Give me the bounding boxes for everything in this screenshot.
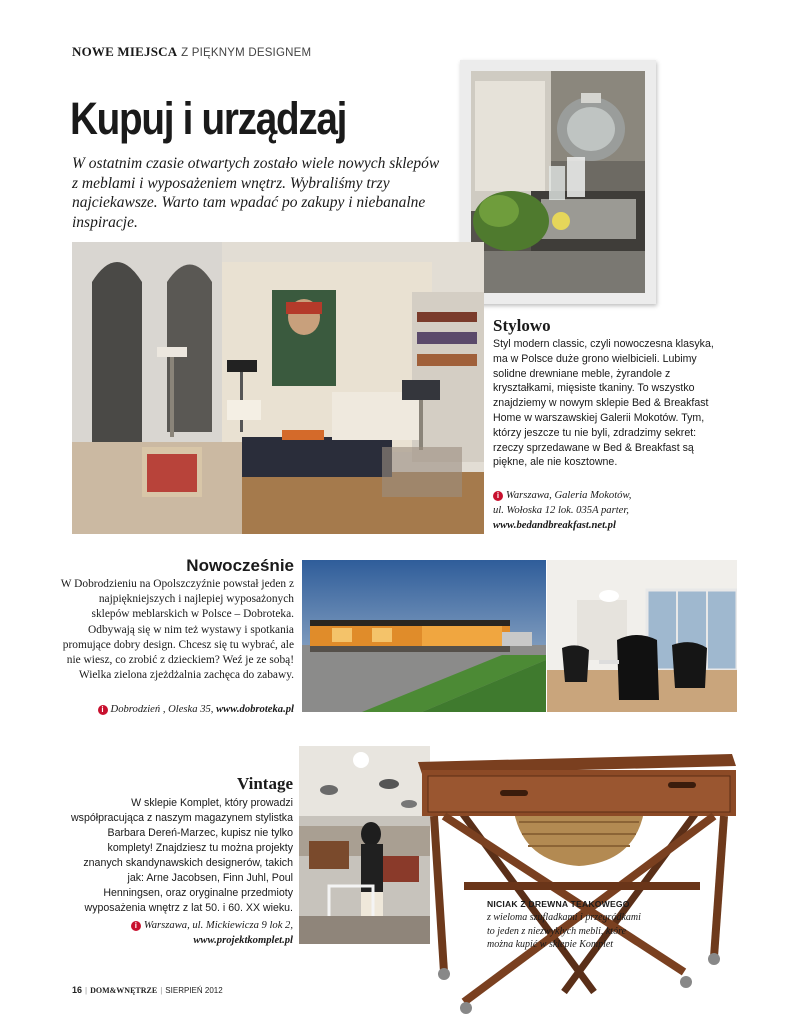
info-icon: i (98, 705, 108, 715)
komplet-store-photo (299, 746, 430, 944)
nowoczesnie-body: W Dobrodzieniu na Opolszczyźnie powstał jeden z najpiękniejszych i najlepiej wyposażonych sklepów meblarskich w Polsce – Dobroteka. Odbywają się w nim też wystawy i spotkania promujące dobry design. Chcesz się tu wybrać, ale nie wiesz, co zrobić z dzieckiem? Weź je ze sobą! Wielka zielona zjeżdżalnia zachęca do zabawy. (60, 578, 294, 682)
vintage-website-link[interactable]: www.projektkomplet.pl (193, 935, 293, 946)
nowoczesnie-heading: Nowocześnie (186, 556, 294, 575)
stylowo-heading: Stylowo (493, 316, 551, 335)
vintage-address (70, 918, 293, 948)
caption-body: z wieloma szufladkami i przegródkami to jeden z niezwykłych mebli, które można kupić w sklepie Komplet (487, 912, 641, 950)
nowoczesnie-address (60, 702, 294, 717)
lead-paragraph: W ostatnim czasie otwartych zostało wiele nowych sklepów z meblami i wyposażeniem wnętrz. Wybraliśmy trzy najciekawsze. Warto tam wpadać po zakupy i niebanalne inspiracje. (72, 155, 440, 231)
stylowo-body: Styl modern classic, czyli nowoczesna klasyka, ma w Polsce duże grono wielbicieli. Lubimy solidne drewniane meble, żyrandole z kryształkami, mięsiste tkaniny. To wszystko znajdziemy w nowym sklepie Bed & Breakfast Home w warszawskiej Galerii Mokotów. Tym, którzy jeszcze tu nie byli, zdradzimy sekret: rzeczy sprzedawane w Bed & Breakfast są piękne, ale nie kosztowne. (493, 338, 714, 469)
vintage-address-text: Warszawa, ul. Mickiewicza 9 lok 2, (143, 920, 293, 931)
teak-sewing-table-photo (414, 742, 740, 1022)
living-room-photo (72, 242, 484, 534)
stylowo-address-line1: Warszawa, Galeria Mokotów, (506, 490, 632, 501)
nowoczesnie-website-link[interactable]: www.dobroteka.pl (216, 704, 294, 715)
info-icon: i (493, 491, 503, 501)
page-number: 16 (72, 985, 83, 995)
stylowo-address-line2: ul. Wołoska 12 lok. 035A parter, (493, 505, 629, 516)
nowoczesnie-address-text: Dobrodzień , Oleska 35, (110, 704, 214, 715)
section-name: NOWE MIEJSCA (72, 44, 178, 59)
tabletop-photo-frame (460, 60, 656, 304)
caption-title: NICIAK Z DREWNA TEAKOWEGO (487, 899, 630, 909)
section-label (72, 44, 311, 60)
page-footer: 16 | DOM&WNĘTRZE | SIERPIEŃ 2012 (72, 985, 223, 995)
stylowo-website-link[interactable]: www.bedandbreakfast.net.pl (493, 520, 616, 531)
section-subtitle: Z PIĘKNYM DESIGNEM (181, 47, 312, 59)
vintage-body: W sklepie Komplet, który prowadzi współpracująca z naszym magazynem stylistka Barbara Dereń-Marzec, kupisz nie tylko komplety! Znajdziesz tu można projekty znanych skandynawskich designerów, takich jak: Arne Jacobsen, Finn Juhl, Poul Henningsen, oraz oryginalne przedmioty wyposażenia wnętrz z lat 50. i 60. XX wieku. (71, 797, 293, 914)
vintage-heading: Vintage (236, 774, 293, 793)
issue-date: SIERPIEŃ 2012 (165, 986, 223, 995)
store-interior-photo (547, 560, 737, 712)
tabletop-photo (471, 71, 645, 293)
magazine-name: DOM&WNĘTRZE (90, 986, 158, 995)
page-title: Kupuj i urządzaj (70, 93, 347, 144)
store-exterior-photo (302, 560, 546, 712)
info-icon: i (131, 921, 141, 931)
stylowo-address (493, 488, 733, 533)
